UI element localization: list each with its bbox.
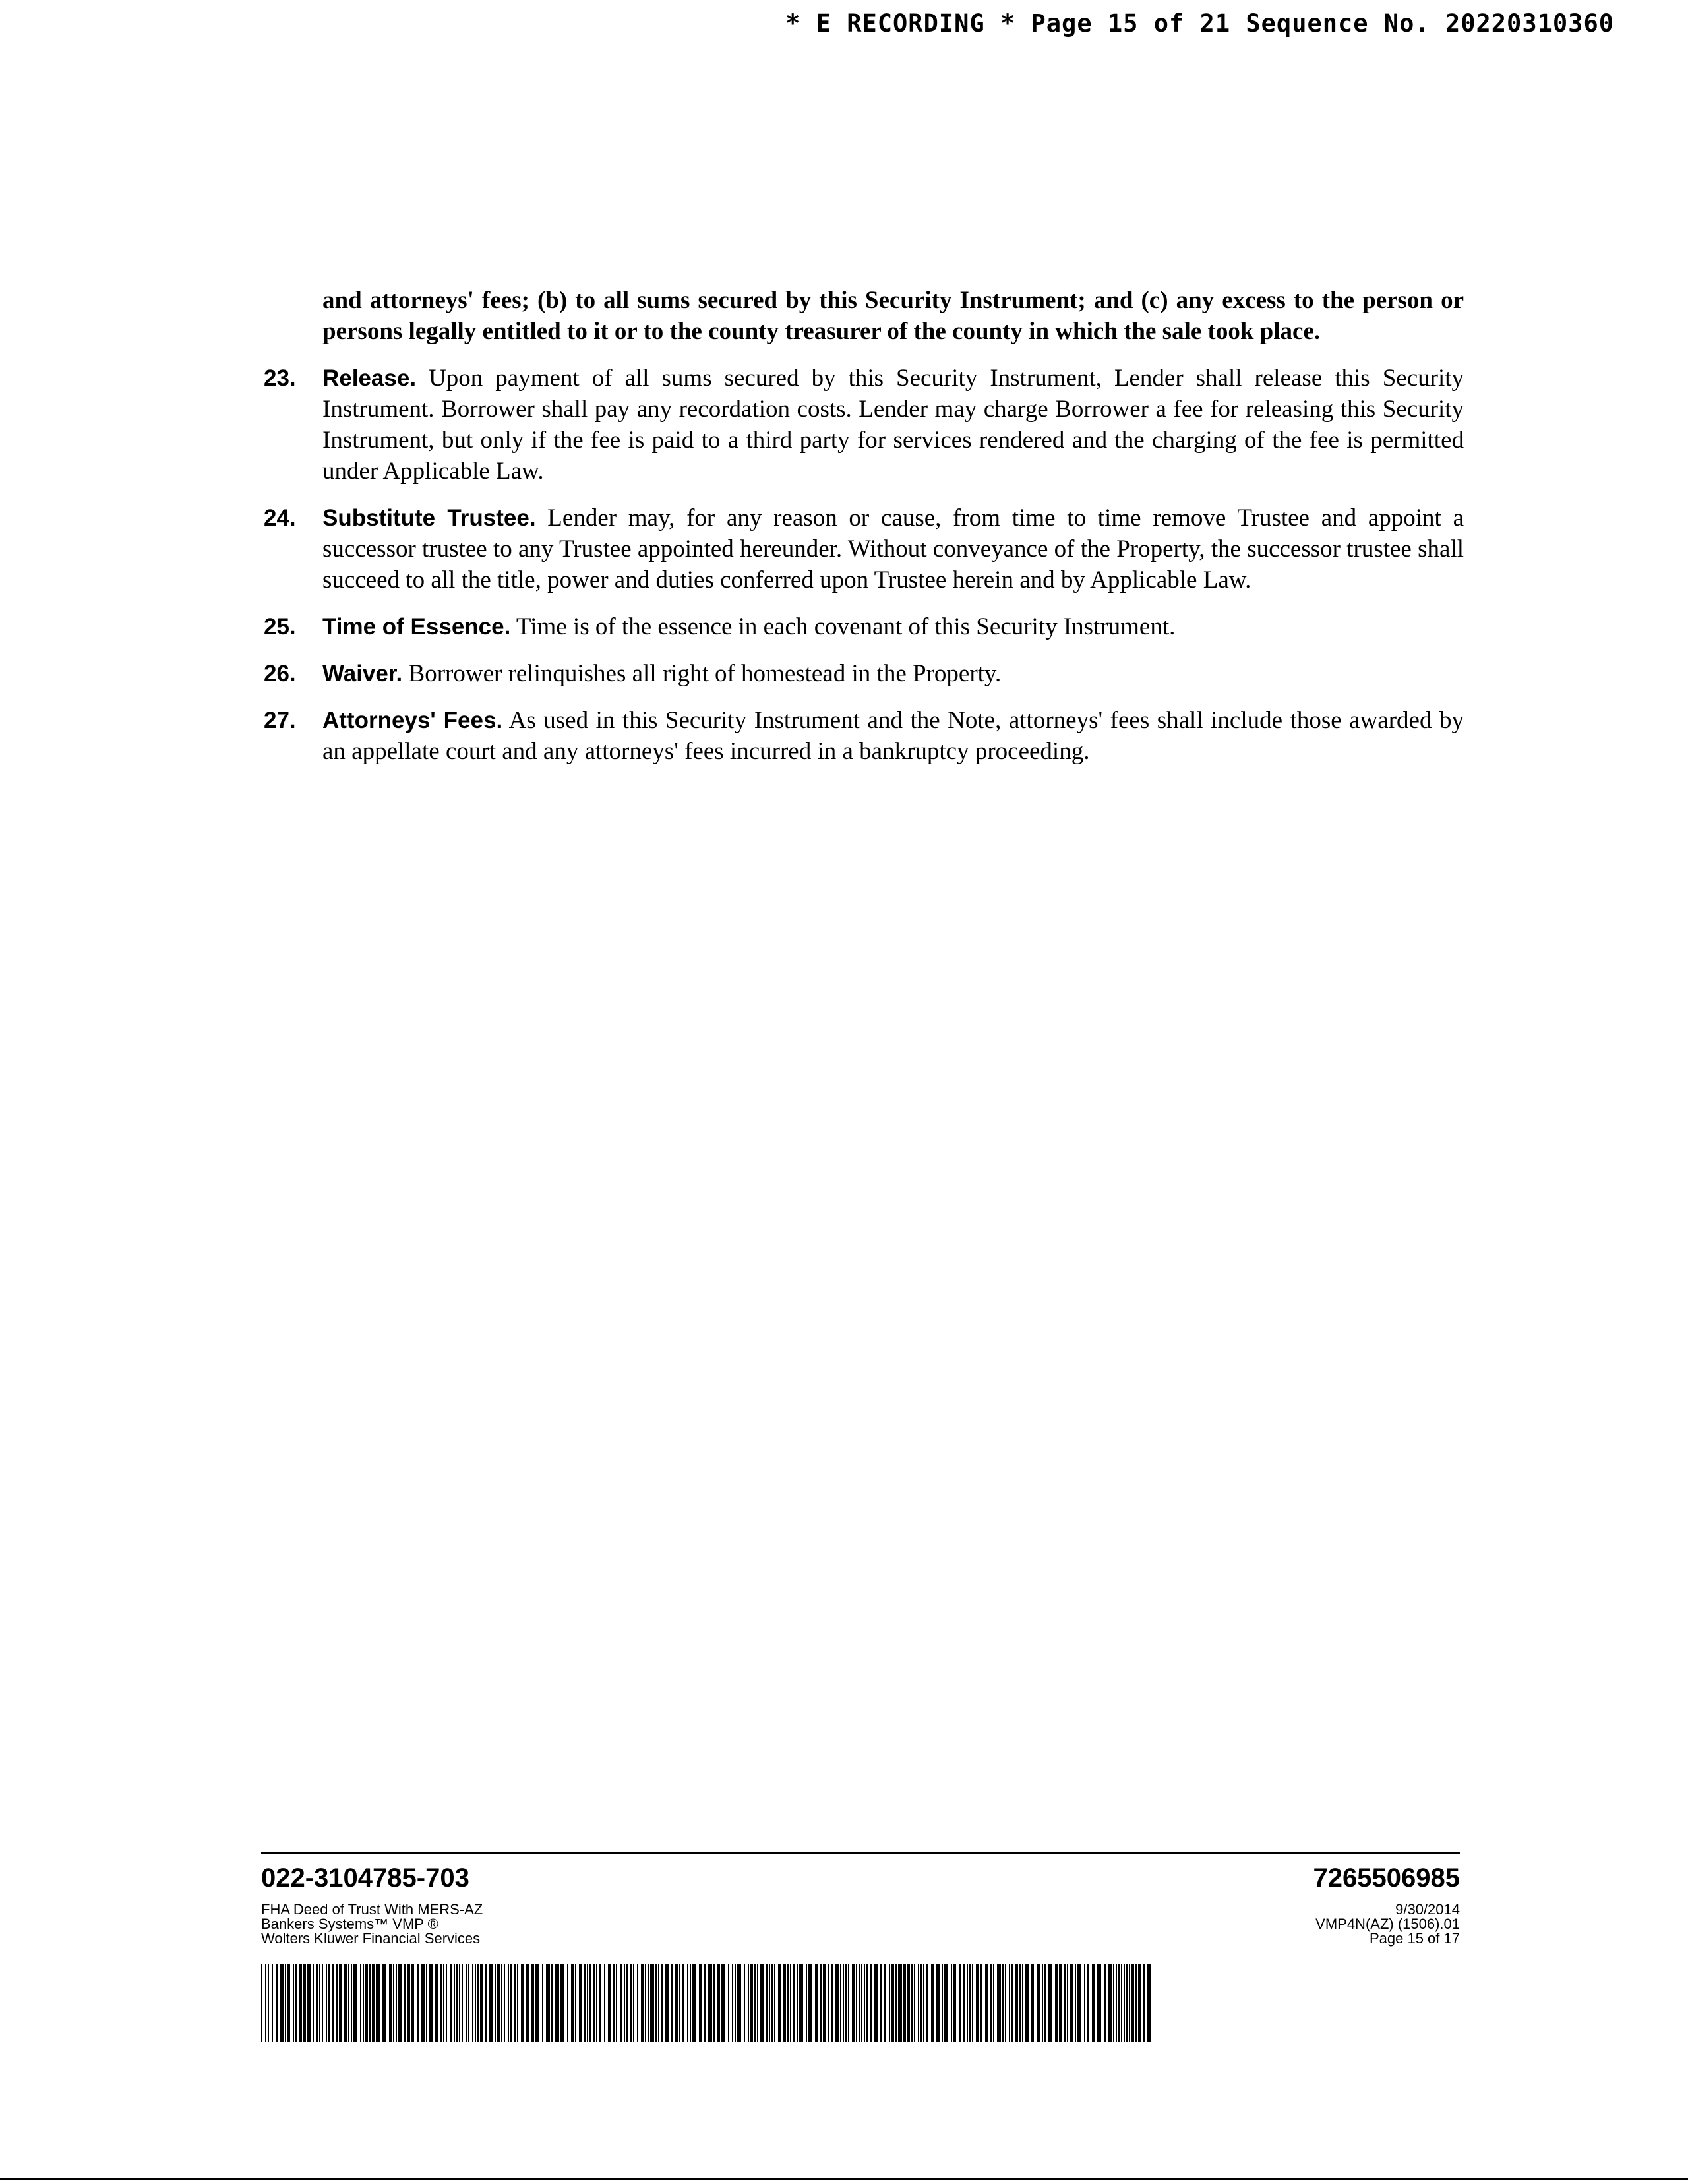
section-number: 27.: [264, 708, 296, 733]
section-text: Upon payment of all sums secured by this Security Instrument, Lender shall release this Security Instrument. Borrower shall pay any recordation costs. Lender may charge Borrower a fee for releasing this Security Instrument, but only if the fee is paid to a third party for services rendered and the charging of the fee is permitted under Applicable Law.: [322, 365, 1464, 485]
footer-numbers-row: [261, 1854, 1460, 1895]
form-name: FHA Deed of Trust With MERS-AZ: [261, 1901, 483, 1918]
section-24: [264, 502, 1464, 595]
section-number: 23.: [264, 365, 296, 391]
systems-line: Bankers Systems™ VMP ®: [261, 1916, 438, 1932]
section-paragraph: [322, 363, 1464, 487]
form-info: [261, 1902, 483, 1946]
footer-info-row: [261, 1895, 1460, 1946]
case-number: 7265506985: [1313, 1864, 1460, 1893]
section-heading: Attorneys' Fees.: [322, 708, 503, 733]
section-text: Time is of the essence in each covenant of this Security Instrument.: [516, 613, 1176, 640]
section-heading: Waiver.: [322, 661, 403, 686]
section-text: Borrower relinquishes all right of homestead in the Property.: [408, 660, 1002, 687]
page-bottom-rule: [0, 2178, 1688, 2180]
form-version-info: [1315, 1902, 1460, 1946]
section-paragraph: [322, 611, 1464, 642]
section-paragraph: [322, 658, 1464, 689]
section-26: [264, 658, 1464, 689]
section-number: 24.: [264, 505, 296, 531]
section-23: [264, 363, 1464, 487]
section-heading: Substitute Trustee.: [322, 505, 536, 531]
section-text: As used in this Security Instrument and the Note, attorneys' fees shall include those awarded by an appellate court and any attorneys' fees incurred in a bankruptcy proceeding.: [322, 707, 1464, 765]
form-code: VMP4N(AZ) (1506).01: [1315, 1916, 1460, 1932]
continuation-paragraph: and attorneys' fees; (b) to all sums secured by this Security Instrument; and (c) any excess to the person or persons legally entitled to it or to the county treasurer of the county in which the sale took place.: [322, 287, 1464, 345]
section-paragraph: [322, 705, 1464, 767]
section-heading: Release.: [322, 365, 417, 391]
company-name: Wolters Kluwer Financial Services: [261, 1930, 481, 1947]
form-footer: [261, 1852, 1460, 1946]
section-text: Lender may, for any reason or cause, from time to time remove Trustee and appoint a successor trustee to any Trustee appointed hereunder. Without conveyance of the Property, the successor trustee shall succeed to all the title, power and duties conferred upon Trustee herein and by Applicable Law.: [322, 504, 1464, 593]
loan-number: 022-3104785-703: [261, 1864, 469, 1893]
barcode: [261, 1964, 1154, 2042]
form-page: Page 15 of 17: [1369, 1930, 1460, 1947]
section-25: [264, 611, 1464, 642]
recording-stamp: * E RECORDING * Page 15 of 21 Sequence No. 20220310360: [785, 9, 1614, 38]
section-27: [264, 705, 1464, 767]
section-paragraph: [322, 502, 1464, 595]
document-body: [264, 285, 1464, 783]
section-number: 26.: [264, 661, 296, 686]
form-date: 9/30/2014: [1395, 1901, 1460, 1918]
section-heading: Time of Essence.: [322, 614, 511, 640]
section-number: 25.: [264, 614, 296, 640]
